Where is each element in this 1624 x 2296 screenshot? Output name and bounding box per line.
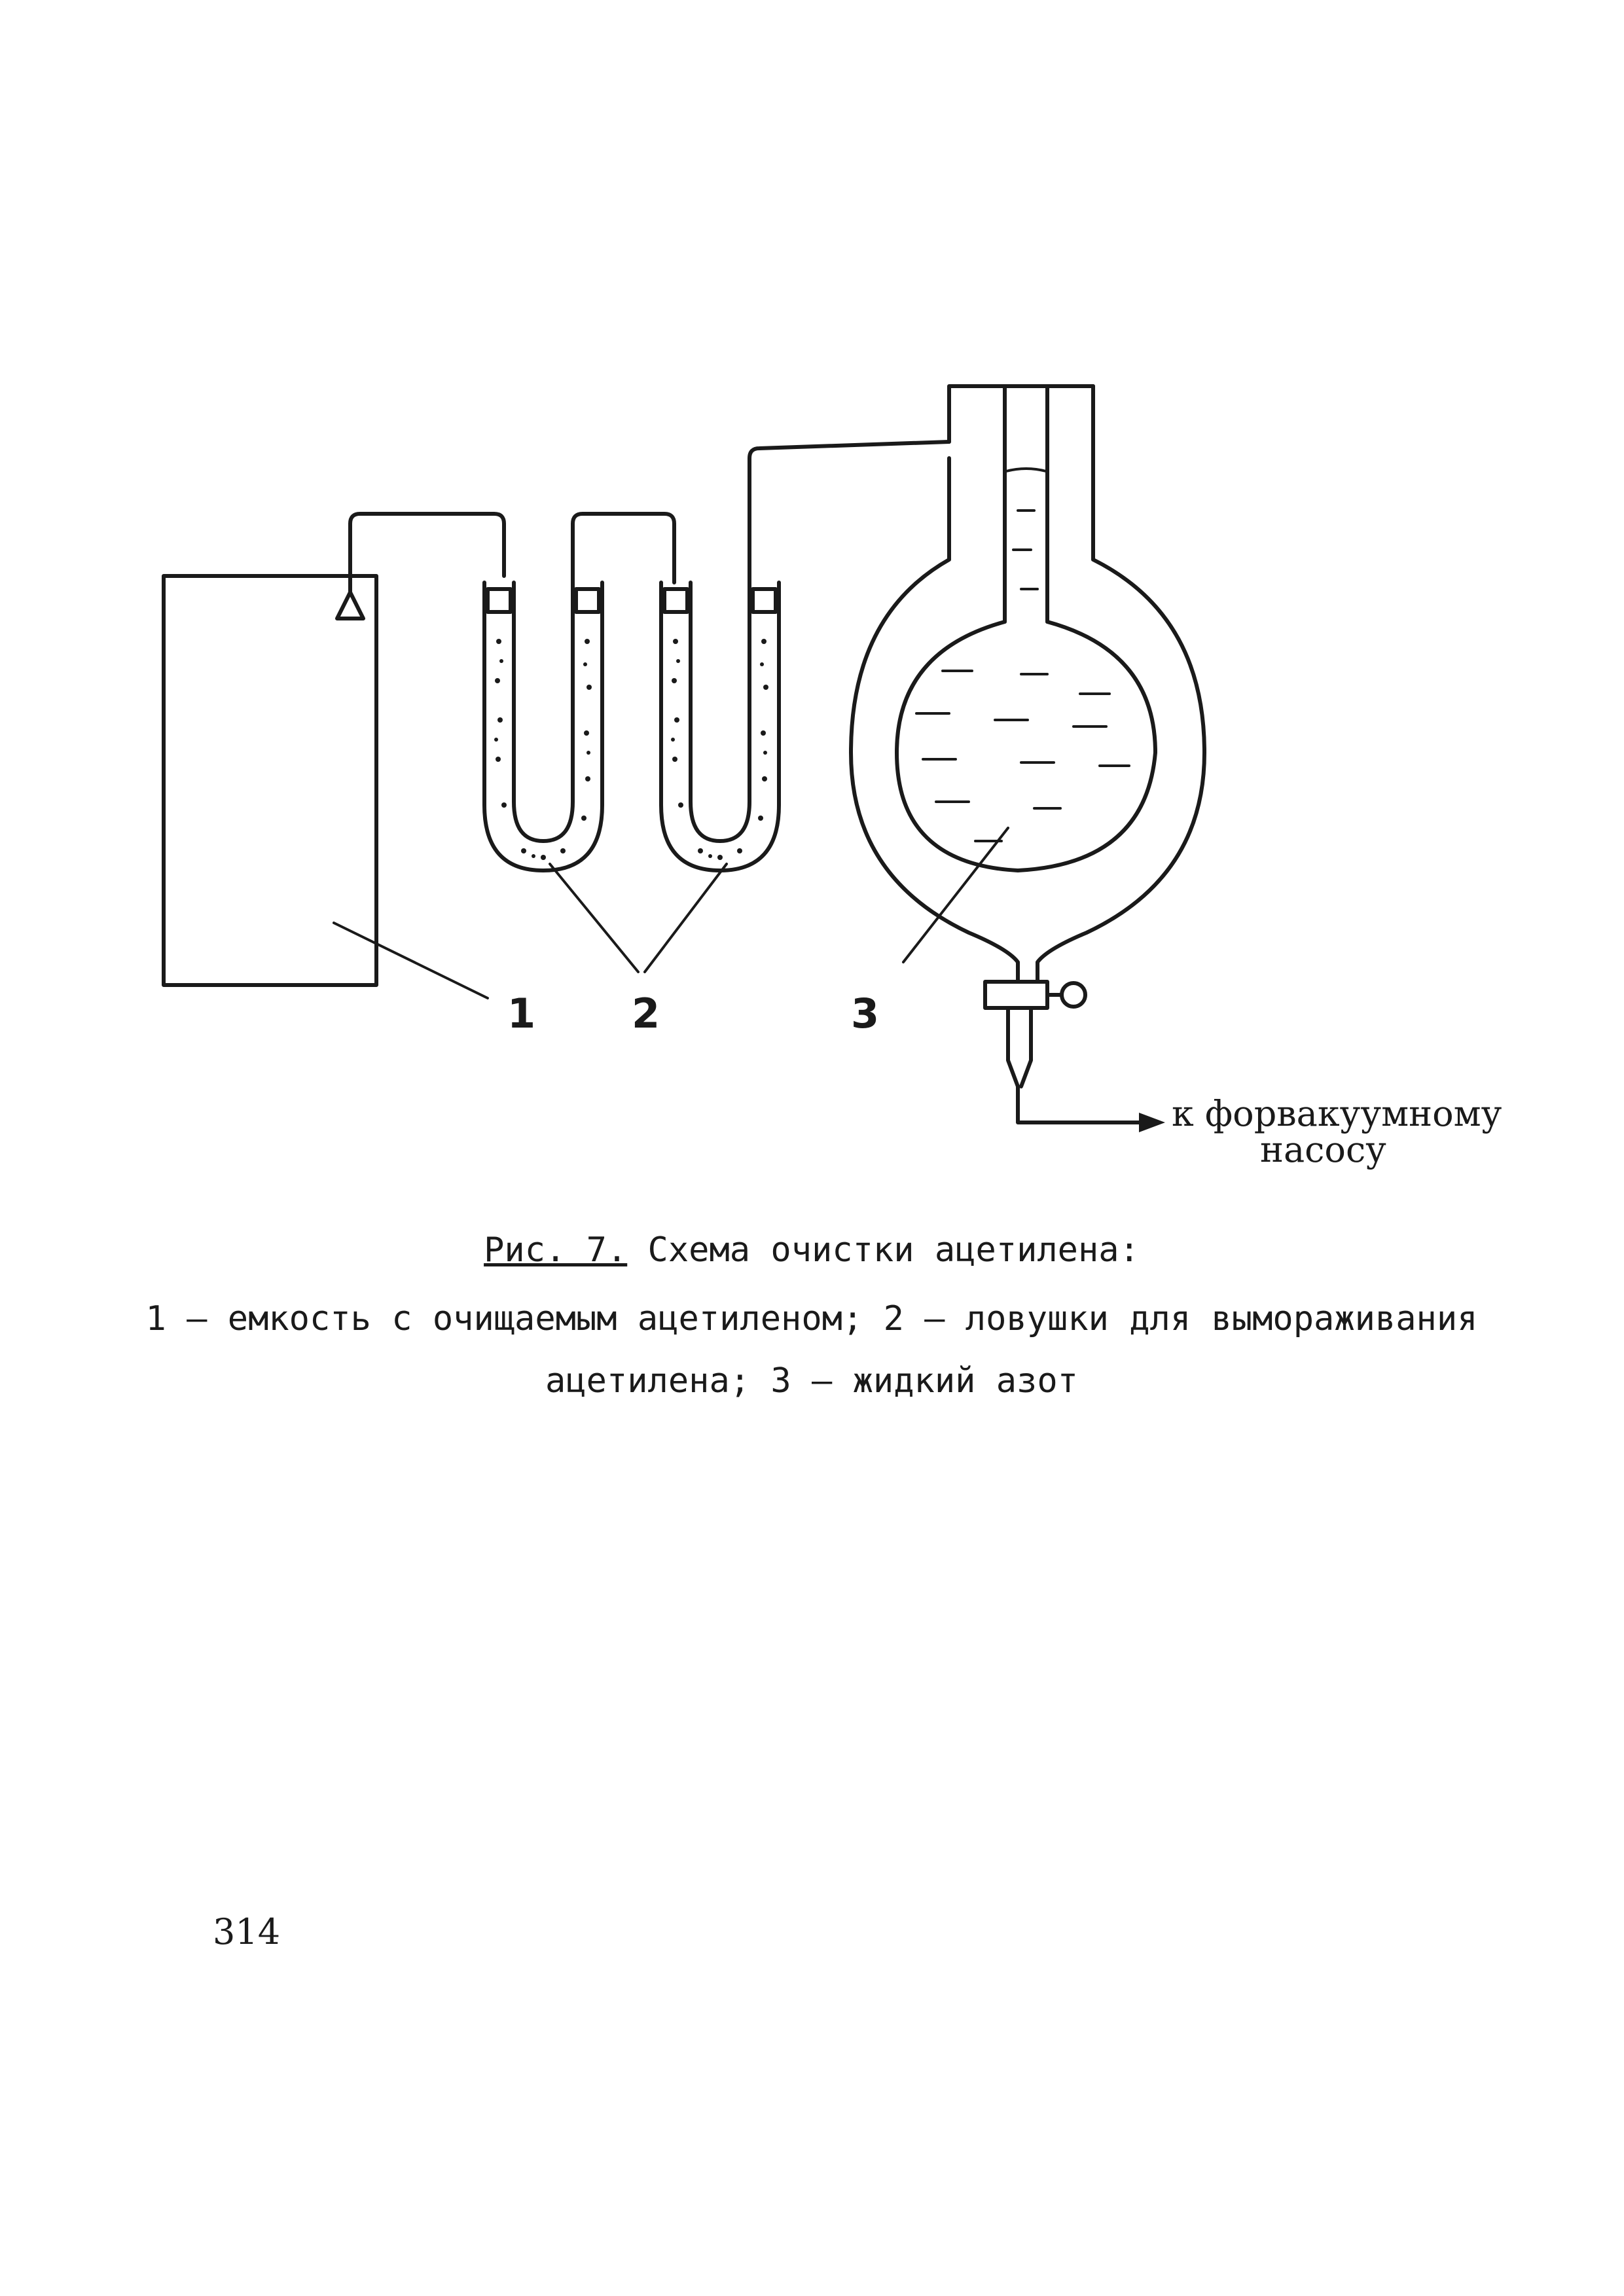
tube-container-to-trap1	[350, 514, 504, 592]
figure-caption-title	[131, 1230, 1492, 1270]
outlet-line-to-pump	[1018, 1113, 1139, 1122]
tube-trap1-to-trap2	[573, 514, 674, 583]
destination-label-line2: насосу	[1260, 1129, 1386, 1170]
figure-caption-legend-line1: 1 – емкость с очищаемым ацетиленом; 2 – ловушки для вымораживания	[145, 1299, 1478, 1338]
u-trap-1	[484, 583, 602, 870]
label-liquid-nitrogen: 3	[851, 990, 880, 1037]
figure-caption-legend-line2: ацетилена; 3 – жидкий азот	[545, 1361, 1078, 1401]
leader-line-2a	[550, 864, 638, 972]
leader-line-2b	[645, 864, 727, 972]
label-traps: 2	[632, 990, 660, 1037]
page-number: 314	[213, 1911, 281, 1952]
destination-label-line1: к форвакуумному	[1172, 1093, 1502, 1134]
figure-reference: Рис. 7.	[484, 1230, 628, 1270]
dewar-flask	[851, 386, 1204, 1119]
tube-trap2-to-dewar	[749, 442, 949, 583]
container-valve-icon	[337, 592, 363, 619]
acetylene-container	[164, 576, 376, 985]
label-container: 1	[507, 990, 536, 1037]
u-trap-2	[661, 583, 779, 870]
figure-title: Схема очистки ацетилена:	[647, 1230, 1140, 1270]
arrow-icon	[1139, 1113, 1165, 1132]
